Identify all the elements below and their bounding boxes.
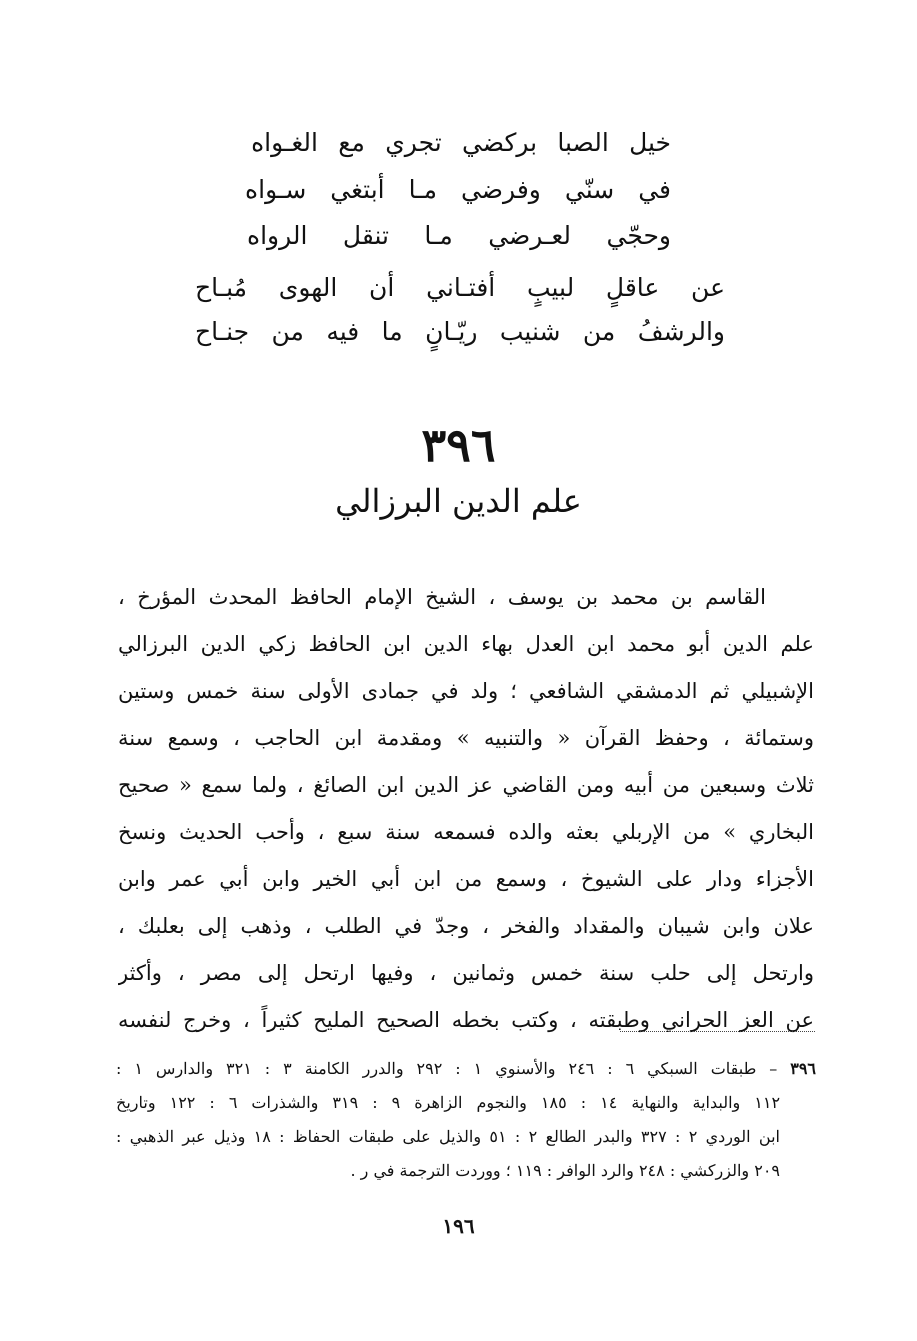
entry-number: ٣٩٦: [421, 418, 496, 472]
poem-stanza-2: [185, 275, 725, 350]
body-line: الإشبيلي ثم الدمشقي الشافعي ؛ ولد في جمادى الأولى سنة خمس وستين: [118, 679, 814, 703]
footnote-text: – طبقات السبكي ٦ : ٢٤٦ والأسنوي ١ : ٢٩٢ والدرر الكامنة ٣ : ٣٢١ والدارس ١ :: [116, 1059, 778, 1078]
page-number: ١٩٦: [442, 1214, 475, 1238]
poem-word: تجري: [385, 128, 442, 157]
poem-verse: [195, 319, 725, 344]
body-line: عن العز الحراني وطبقته ، وكتب بخطه الصحيح المليح كثيراً ، وخرج لنفسه: [118, 1008, 814, 1032]
footnote-line: ٢٠٩ والزركشي : ٢٤٨ والرد الوافر : ١١٩ ؛ ووردت الترجمة في ر .: [350, 1161, 780, 1180]
footnotes: [116, 1054, 816, 1190]
body-line: القاسم بن محمد بن يوسف ، الشيخ الإمام الحافظ المحدث المؤرخ ،: [118, 585, 766, 609]
poem-word: تنقل: [342, 221, 389, 250]
poem-word: سنّي: [564, 175, 615, 204]
body-line: الأجزاء ودار على الشيوخ ، وسمع من ابن أبي الخير وابن أبي عمر وابن: [118, 867, 814, 891]
poem-verse: [195, 275, 725, 300]
poem-word: والرشفُ: [637, 317, 725, 346]
poem-word: الرواه: [247, 221, 308, 250]
entry-title: علم الدين البرزالي: [335, 482, 582, 520]
poem-word: عاقلٍ: [605, 273, 660, 302]
poem-word: عن: [691, 273, 725, 302]
body-line: علم الدين أبو محمد ابن العدل بهاء الدين ابن الحافظ زكي الدين البرزالي: [118, 632, 814, 656]
footnote-line: ابن الوردي ٢ : ٣٢٧ والبدر الطالع ٢ : ٥١ والذيل على طبقات الحفاظ : ١٨ وذيل عبر الذهبي :: [116, 1127, 781, 1146]
poem-verse: [247, 223, 671, 248]
poem-word: من: [582, 317, 616, 346]
poem-stanza-1: [243, 130, 671, 250]
poem-word: فيه: [326, 317, 360, 346]
poem-verse: [251, 130, 671, 155]
poem-word: ريّـانٍ: [425, 317, 478, 346]
poem-word: لعـرضي: [488, 221, 572, 250]
poem-word: سـواه: [245, 175, 307, 204]
footnote-line: ١١٢ والبداية والنهاية ١٤ : ١٨٥ والنجوم الزاهرة ٩ : ٣١٩ والشذرات ٦ : ١٢٢ وتاريخ: [116, 1093, 781, 1112]
poem-word: وحجّي: [606, 221, 671, 250]
poem-word: وفرضي: [460, 175, 541, 204]
poem-word: من: [271, 317, 304, 346]
poem-word: خيل: [629, 128, 671, 157]
poem-word: أفتـاني: [426, 273, 496, 302]
poem-word: أبتغي: [330, 175, 385, 204]
poem-word: الصبا: [557, 128, 609, 157]
poem-word: في: [638, 175, 671, 204]
poem-word: أن: [369, 273, 395, 302]
poem-word: مع: [338, 128, 365, 157]
poem-word: شنيب: [499, 317, 561, 346]
poem-word: مـا: [424, 221, 453, 250]
entry-body: [118, 577, 814, 1047]
poem-word: جنـاح: [195, 317, 250, 346]
footnote-divider: [620, 1031, 815, 1032]
poem-word: ما: [381, 317, 403, 346]
poem-word: مـا: [408, 175, 437, 204]
poem-word: لبيبٍ: [526, 273, 575, 302]
body-line: علان وابن شيبان والمقداد والفخر ، وجدّ في الطلب ، وذهب إلى بعلبك ،: [118, 914, 814, 938]
body-line: ثلاث وسبعين من أبيه ومن القاضي عز الدين ابن الصائغ ، ولما سمع « صحيح: [118, 773, 814, 797]
body-line: وارتحل إلى حلب سنة خمس وثمانين ، وفيها ارتحل إلى مصر ، وأكثر: [118, 961, 814, 985]
body-line: وستمائة ، وحفظ القرآن « والتنبيه » ومقدمة ابن الحاجب ، وسمع سنة: [118, 726, 814, 750]
poem-verse: [245, 177, 671, 202]
poem-word: بركضي: [461, 128, 538, 157]
poem-word: الهوى: [278, 273, 338, 302]
footnote-number: ٣٩٦: [790, 1059, 816, 1078]
poem-word: مُبـاح: [195, 273, 248, 302]
body-line: البخاري » من الإربلي بعثه والده فسمعه سنة سبع ، وأحب الحديث ونسخ: [118, 820, 814, 844]
poem-word: الغـواه: [251, 128, 318, 157]
footnote-line: [116, 1054, 816, 1088]
